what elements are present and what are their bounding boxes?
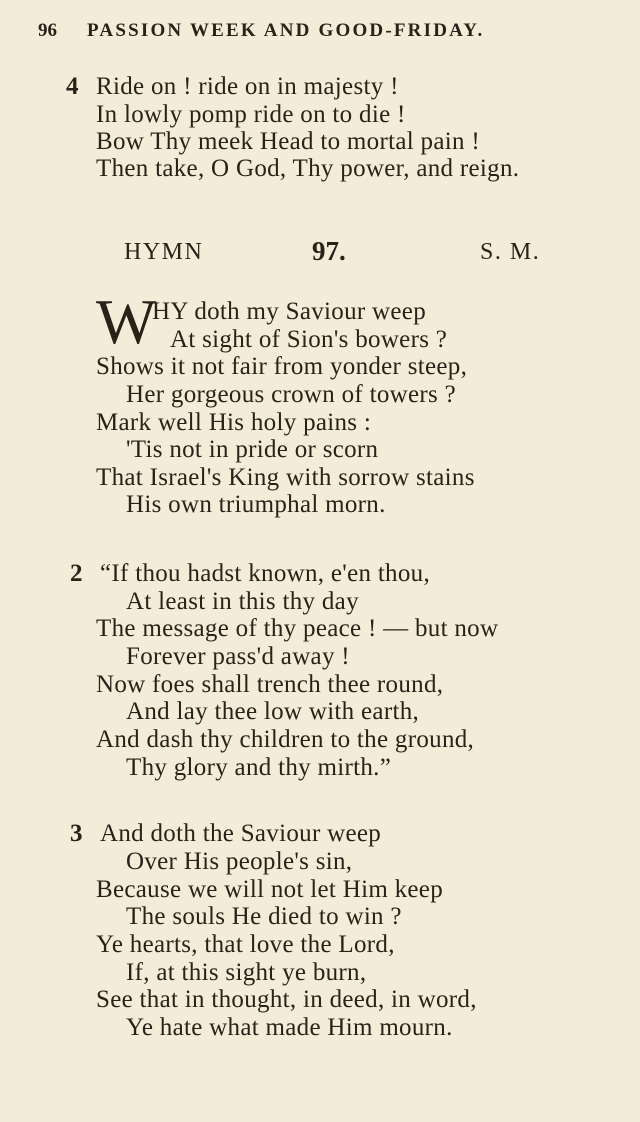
- verse-line: Bow Thy meek Head to mortal pain !: [96, 128, 480, 155]
- verse-line: Thy glory and thy mirth.”: [126, 754, 392, 781]
- verse-line: In lowly pomp ride on to die !: [96, 101, 406, 128]
- verse-line: And doth the Saviour weep: [100, 820, 382, 847]
- page-number: 96: [38, 20, 57, 41]
- hymn-meter: S. M.: [480, 239, 541, 265]
- verse-line: HY doth my Saviour weep: [152, 298, 426, 325]
- verse-line: And lay thee low with earth,: [126, 698, 420, 725]
- verse-line: At sight of Sion's bowers ?: [170, 326, 448, 353]
- verse-line: “If thou hadst known, e'en thou,: [100, 560, 431, 587]
- running-head: [38, 20, 580, 42]
- verse-line: See that in thought, in deed, in word,: [96, 986, 477, 1013]
- verse-line: That Israel's King with sorrow stains: [96, 464, 475, 491]
- verse-line: Forever pass'd away !: [126, 643, 350, 670]
- verse-line: Ye hate what made Him mourn.: [126, 1014, 453, 1041]
- running-title: PASSION WEEK AND GOOD-FRIDAY.: [87, 20, 485, 41]
- drop-cap: W: [96, 286, 157, 357]
- verse-line: The message of thy peace ! — but now: [96, 615, 499, 642]
- hymn-label: HYMN: [124, 239, 204, 265]
- verse-line: Then take, O God, Thy power, and reign.: [96, 155, 520, 182]
- verse-line: Her gorgeous crown of towers ?: [126, 381, 456, 408]
- stanza-number: 2: [70, 560, 83, 587]
- verse-line: And dash thy children to the ground,: [96, 726, 475, 753]
- verse-line: Ride on ! ride on in majesty !: [96, 73, 399, 100]
- verse-line: At least in this thy day: [126, 588, 359, 615]
- hymn-number: 97.: [312, 236, 346, 266]
- verse-line: Ye hearts, that love the Lord,: [96, 931, 395, 958]
- verse-line: His own triumphal morn.: [126, 491, 386, 518]
- verse-line: If, at this sight ye burn,: [126, 959, 367, 986]
- verse-line: Mark well His holy pains :: [96, 409, 372, 436]
- hymn-heading: [0, 238, 640, 268]
- stanza-number: 4: [66, 73, 79, 100]
- verse-line: 'Tis not in pride or scorn: [126, 436, 379, 463]
- verse-line: Over His people's sin,: [126, 848, 353, 875]
- verse-line: Now foes shall trench thee round,: [96, 671, 444, 698]
- stanza-number: 3: [70, 820, 83, 847]
- verse-line: Because we will not let Him keep: [96, 876, 444, 903]
- verse-line: Shows it not fair from yonder steep,: [96, 353, 468, 380]
- verse-line: The souls He died to win ?: [126, 903, 402, 930]
